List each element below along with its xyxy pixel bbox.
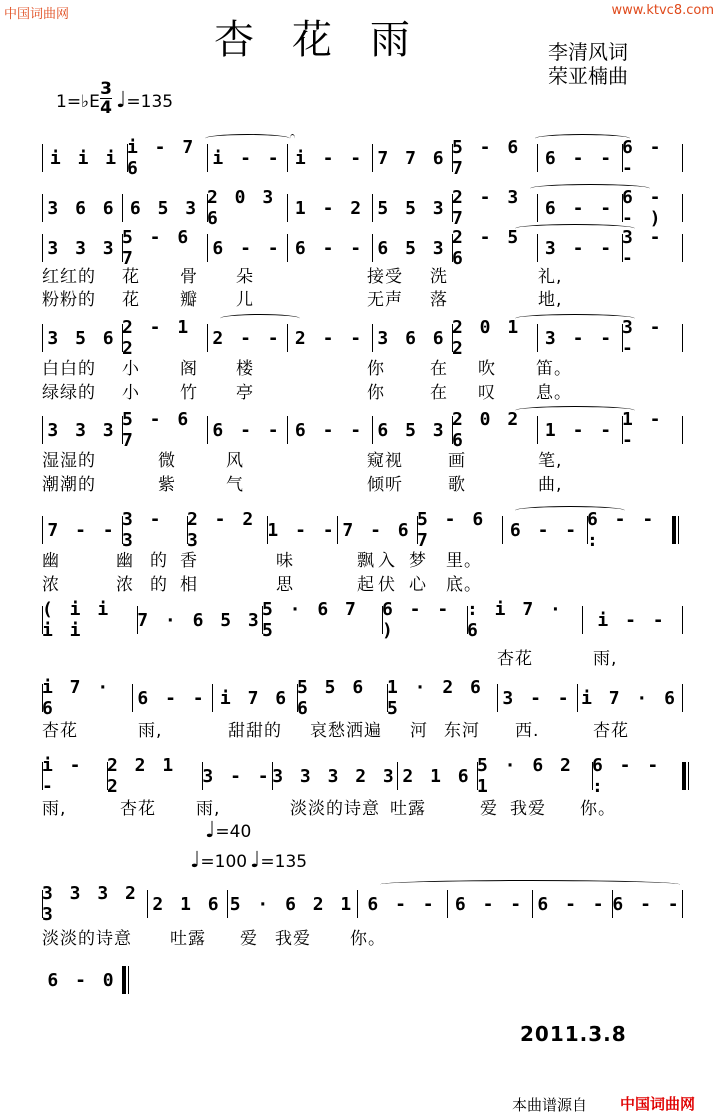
lyric-syllable: 窥视 xyxy=(367,451,403,471)
lyric-syllable: 湿湿的 xyxy=(42,451,96,471)
measure: 6 - 0 xyxy=(47,969,117,991)
lyric-syllable: 哀愁洒遍 xyxy=(310,721,382,741)
tie-arc xyxy=(515,224,635,233)
tempo-change-40 xyxy=(205,818,251,843)
measure: 5 - 6 7 xyxy=(122,227,192,269)
lyric-syllable: 叹 xyxy=(478,383,496,403)
measure: 5 · 6 2 1 xyxy=(229,893,355,915)
lyric-syllable: 爱 xyxy=(240,929,258,949)
tempo-135-value: =135 xyxy=(260,852,308,872)
lyric-syllable: 伏 xyxy=(378,575,396,595)
source-site-link[interactable]: 中国词曲网 xyxy=(620,1095,696,1113)
lyric-syllable: 紫 xyxy=(158,475,176,495)
lyric-syllable: 的 xyxy=(150,551,168,571)
measure: 6 - - xyxy=(544,197,615,219)
lyric-syllable: 接受 xyxy=(367,267,403,287)
measure: 3 3 3 2 3 xyxy=(42,883,139,925)
tie-arc xyxy=(515,314,635,323)
measure: 3 - - xyxy=(202,765,272,787)
lyric-syllable: 气 xyxy=(226,475,244,495)
lyric-syllable: 思 xyxy=(276,575,294,595)
song-title: 杏花雨 xyxy=(214,17,448,63)
tie-arc xyxy=(530,184,650,193)
tie-arc xyxy=(220,314,300,323)
measure: 1 - 2 xyxy=(294,197,365,219)
measure: 6 - - xyxy=(212,419,282,441)
measure: 5 - 6 7 xyxy=(122,409,192,451)
barline xyxy=(682,194,683,222)
measure: 5 5 6 6 xyxy=(297,677,367,719)
barline xyxy=(682,606,683,634)
lyricist-credit: 李清风词 xyxy=(548,40,628,64)
barline xyxy=(672,516,679,544)
tempo-40-value: =40 xyxy=(215,822,252,842)
measure: i 7 · 6 xyxy=(42,677,112,719)
lyric-syllable: 在 xyxy=(430,383,448,403)
measure: 2 0 3 6 xyxy=(207,187,277,229)
lyric-syllable: 相 xyxy=(180,575,198,595)
tempo-100-value: =100 xyxy=(200,852,248,872)
lyric-syllable: 画 xyxy=(448,451,466,471)
measure: 2 2 1 2 xyxy=(107,755,177,797)
source-label: 本曲谱源自 xyxy=(512,1096,588,1114)
lyric-syllable: 你 xyxy=(367,383,385,403)
lyric-syllable: 幽 xyxy=(42,551,60,571)
lyric-syllable: 你 xyxy=(367,359,385,379)
lyric-syllable: 曲, xyxy=(538,475,563,495)
measure: 3 5 6 xyxy=(47,327,117,349)
measure: 2 1 6 xyxy=(402,765,472,787)
measure: 1 - - xyxy=(622,409,664,451)
tie-arc xyxy=(515,506,625,515)
lyric-syllable: 小 xyxy=(122,359,140,379)
measure: 3 - - xyxy=(622,227,664,269)
lyric-syllable: 礼, xyxy=(538,267,563,287)
lyric-syllable: 微 xyxy=(158,451,176,471)
time-signature xyxy=(100,80,112,117)
staff-line-4 xyxy=(42,317,682,359)
key-signature: 1=♭E xyxy=(56,92,100,112)
lyric-syllable: 瓣 xyxy=(180,290,198,310)
lyric-syllable: 杏花 xyxy=(497,649,533,669)
tie-arc xyxy=(535,134,630,143)
lyric-syllable: 甜甜的 xyxy=(228,721,282,741)
lyric-syllable: 骨 xyxy=(180,267,198,287)
lyric-syllable: 歌 xyxy=(448,475,466,495)
lyric-syllable: 吐露 xyxy=(170,929,206,949)
lyric-syllable: 爱 xyxy=(480,799,498,819)
measure: 3 3 3 xyxy=(47,237,117,259)
tie-arc xyxy=(290,134,295,143)
lyric-syllable: 的 xyxy=(150,575,168,595)
lyric-syllable: 亭 xyxy=(236,383,254,403)
lyric-syllable: 落 xyxy=(430,290,448,310)
barline xyxy=(122,966,129,994)
measure: i 7 6 xyxy=(219,687,290,709)
quarter-note-icon: ♩ xyxy=(250,848,261,873)
measure: 3 - - xyxy=(544,237,615,259)
measure: 6 - - : xyxy=(592,755,662,797)
measure: 5 5 3 xyxy=(377,197,447,219)
lyric-syllable: 香 xyxy=(180,551,198,571)
measure: 3 3 3 xyxy=(47,419,117,441)
lyric-syllable: 你。 xyxy=(580,799,616,819)
staff-line-5 xyxy=(42,409,682,451)
lyric-syllable: 阁 xyxy=(180,359,198,379)
lyric-syllable: 潮潮的 xyxy=(42,475,96,495)
lyric-syllable: 息。 xyxy=(536,383,572,403)
lyric-syllable: 绿绿的 xyxy=(42,383,96,403)
measure: 2 - - xyxy=(212,327,282,349)
measure: 3 6 6 xyxy=(377,327,447,349)
lyric-syllable: 飘 xyxy=(357,551,375,571)
lyric-syllable: 花 xyxy=(122,290,140,310)
lyric-syllable: 东河 xyxy=(444,721,480,741)
barline xyxy=(682,416,683,444)
measure: 3 - 3 xyxy=(122,509,164,551)
lyric-syllable: 小 xyxy=(122,383,140,403)
measure: 1 - - xyxy=(544,419,615,441)
measure: i - - xyxy=(294,147,365,169)
lyric-syllable: 你。 xyxy=(350,929,386,949)
lyric-syllable: 粉粉的 xyxy=(42,290,96,310)
measure: 2 - - xyxy=(294,327,365,349)
lyric-syllable: 雨, xyxy=(196,799,221,819)
lyric-syllable: 淡淡的诗意 xyxy=(42,929,132,949)
measure: 2 0 1 2 xyxy=(452,317,522,359)
lyric-syllable: 梦 xyxy=(409,551,427,571)
measure: 6 - - xyxy=(294,419,365,441)
lyric-syllable: 底。 xyxy=(446,575,482,595)
measure: 2 - 5 6 xyxy=(452,227,522,269)
lyric-syllable: 花 xyxy=(122,267,140,287)
lyric-syllable: 无声 xyxy=(367,290,403,310)
watermark-site: 中国词曲网 xyxy=(4,7,70,22)
tie-arc xyxy=(380,880,680,889)
staff-line-2 xyxy=(42,187,682,229)
measure: 6 - - xyxy=(454,893,525,915)
measure: 2 - 1 2 xyxy=(122,317,192,359)
lyric-syllable: 红红的 xyxy=(42,267,96,287)
lyric-syllable: 吐露 xyxy=(390,799,426,819)
measure: 6 - - xyxy=(622,137,664,179)
measure: 5 - 6 7 xyxy=(417,509,487,551)
measure: 7 - 6 xyxy=(342,519,412,541)
measure: 3 3 3 2 3 xyxy=(272,765,397,787)
tie-arc xyxy=(205,134,290,143)
measure: 3 6 6 xyxy=(47,197,117,219)
lyric-syllable: 笔, xyxy=(538,451,563,471)
tempo-marking xyxy=(116,88,173,113)
measure: i - 7 6 xyxy=(127,137,197,179)
lyric-syllable: 杏花 xyxy=(120,799,156,819)
lyric-syllable: 倾听 xyxy=(367,475,403,495)
measure: 2 - 3 7 xyxy=(452,187,522,229)
measure: i - - xyxy=(597,609,667,631)
measure: 6 - - ) xyxy=(382,599,452,641)
measure: 6 - - xyxy=(537,893,607,915)
lyric-syllable: 里。 xyxy=(446,551,482,571)
time-numerator: 3 xyxy=(100,79,112,99)
lyric-syllable: 儿 xyxy=(236,290,254,310)
staff-line-10 xyxy=(42,883,682,925)
measure: 6 5 3 xyxy=(377,419,447,441)
composer-credit: 荣亚楠曲 xyxy=(548,64,628,88)
measure: 3 - - xyxy=(622,317,664,359)
staff-line-3 xyxy=(42,227,682,269)
lyric-syllable: 洗 xyxy=(430,267,448,287)
measure: 5 · 6 7 5 xyxy=(262,599,359,641)
lyric-syllable: 起 xyxy=(357,575,375,595)
barline xyxy=(682,144,683,172)
measure: i i i xyxy=(49,147,120,169)
lyric-syllable: 雨, xyxy=(138,721,163,741)
measure: 3 - - xyxy=(544,327,615,349)
lyric-syllable: 风 xyxy=(226,451,244,471)
lyric-syllable: 杏花 xyxy=(42,721,78,741)
measure: 6 - - ) xyxy=(622,187,664,229)
staff-line-9 xyxy=(42,755,682,797)
lyric-syllable: 楼 xyxy=(236,359,254,379)
measure: : i 7 · 6 xyxy=(467,599,564,641)
measure: 3 - - xyxy=(502,687,572,709)
measure: 6 - - xyxy=(509,519,580,541)
barline xyxy=(682,234,683,262)
barline xyxy=(682,684,683,712)
lyric-syllable: 淡淡的诗意 xyxy=(290,799,380,819)
measure: 6 5 3 xyxy=(129,197,200,219)
measure: 6 5 3 xyxy=(377,237,447,259)
measure: 7 7 6 xyxy=(377,147,447,169)
lyric-syllable: 浓 xyxy=(116,575,134,595)
measure: 1 · 2 6 5 xyxy=(387,677,484,719)
tempo-change-135 xyxy=(250,848,307,873)
quarter-note-icon: ♩ xyxy=(190,848,201,873)
measure: 2 0 2 6 xyxy=(452,409,522,451)
measure: 1 - - xyxy=(267,519,337,541)
measure: i 7 · 6 xyxy=(581,687,678,709)
lyric-syllable: 笛。 xyxy=(536,359,572,379)
lyric-syllable: 白白的 xyxy=(42,359,96,379)
measure: 2 1 6 xyxy=(152,893,222,915)
lyric-syllable: 味 xyxy=(276,551,294,571)
staff-line-7 xyxy=(42,599,682,641)
measure: 6 - - xyxy=(544,147,615,169)
lyric-syllable: 入 xyxy=(378,551,396,571)
lyric-syllable: 地, xyxy=(538,290,563,310)
lyric-syllable: 浓 xyxy=(42,575,60,595)
measure: 5 · 6 2 1 xyxy=(477,755,574,797)
measure: 7 - - xyxy=(47,519,117,541)
barline xyxy=(682,762,689,790)
barline xyxy=(682,324,683,352)
lyric-syllable: 心 xyxy=(409,575,427,595)
staff-line-8 xyxy=(42,677,682,719)
time-denominator: 4 xyxy=(100,98,112,118)
lyric-syllable: 我爱 xyxy=(510,799,546,819)
date-stamp: 2011.3.8 xyxy=(520,1022,627,1046)
staff-line-1 xyxy=(42,137,682,179)
quarter-note-icon: ♩ xyxy=(205,818,216,843)
lyric-syllable: 雨, xyxy=(42,799,67,819)
measure: 6 - - xyxy=(367,893,437,915)
measure: 6 - - xyxy=(212,237,282,259)
measure: 6 - - xyxy=(137,687,207,709)
measure: ( i i i i xyxy=(42,599,112,641)
measure: 6 - - : xyxy=(587,509,657,551)
lyric-syllable: 吹 xyxy=(478,359,496,379)
quarter-note-icon: ♩ xyxy=(116,88,127,113)
staff-line-6 xyxy=(42,509,682,551)
measure: 2 - 2 3 xyxy=(187,509,257,551)
staff-line-11 xyxy=(42,962,682,998)
lyric-syllable: 河 xyxy=(410,721,428,741)
lyric-syllable: 西. xyxy=(515,721,540,741)
measure: 6 - - xyxy=(612,893,682,915)
lyric-syllable: 雨, xyxy=(593,649,618,669)
lyric-syllable: 竹 xyxy=(180,383,198,403)
tie-arc xyxy=(515,406,635,415)
measure: i - - xyxy=(212,147,282,169)
lyric-syllable: 朵 xyxy=(236,267,254,287)
tempo-value: =135 xyxy=(126,92,174,112)
watermark-url[interactable]: www.ktvc8.com xyxy=(611,3,714,18)
measure: 6 - - xyxy=(294,237,365,259)
lyric-syllable: 在 xyxy=(430,359,448,379)
tempo-change-100 xyxy=(190,848,247,873)
lyric-syllable: 幽 xyxy=(116,551,134,571)
measure: i - - xyxy=(42,755,84,797)
measure: 5 - 6 7 xyxy=(452,137,522,179)
lyric-syllable: 杏花 xyxy=(593,721,629,741)
measure: 7 · 6 5 3 xyxy=(137,609,262,631)
lyric-syllable: 我爱 xyxy=(275,929,311,949)
barline xyxy=(682,890,683,918)
